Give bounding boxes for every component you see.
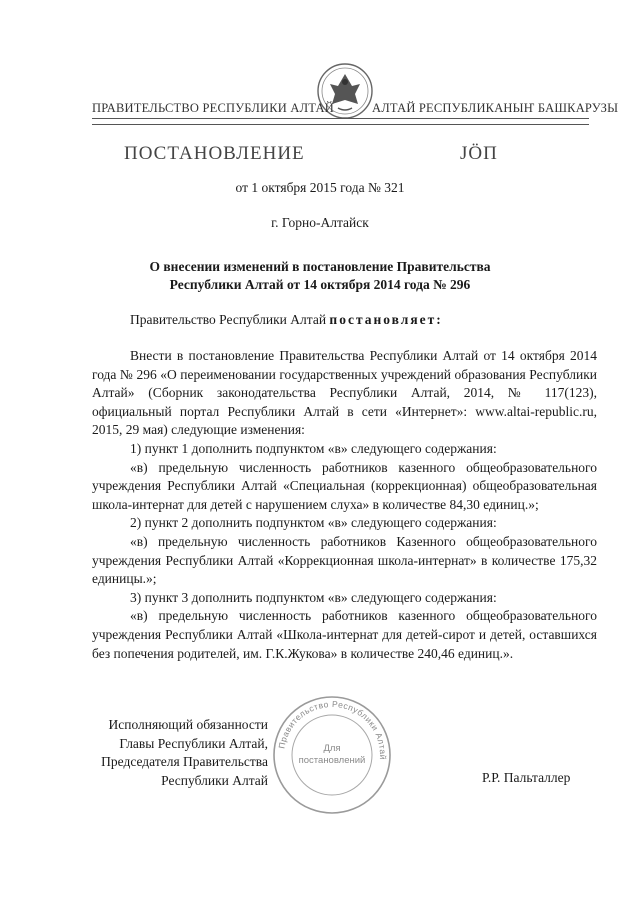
body-paragraph: 3) пункт 3 дополнить подпунктом «в» следующего содержания: bbox=[130, 589, 497, 605]
body-paragraph: Внести в постановление Правительства Республики Алтай от 14 октября 2014 года № 296 «О переименовании государственных учреждений образования Республики Алтай» (Сборник законодательства Республики Алтай, 2014, № 117(123), официальный портал Республики Алтай в сети «Интернет»: www.altai-republic.ru, 2015, 29 мая) следующие изменения: bbox=[92, 348, 597, 438]
signatory-title-line: Председателя Правительства bbox=[101, 754, 268, 770]
signatory-name: Р.Р. Пальталлер bbox=[482, 770, 571, 785]
document-body bbox=[92, 347, 597, 663]
header-divider bbox=[92, 124, 589, 125]
body-paragraph: «в) предельную численность работников Казенного общеобразовательного учреждения Республики Алтай «Коррекционная школа-интернат» в количестве 175,32 единицы.»; bbox=[92, 533, 597, 587]
header-divider bbox=[92, 118, 589, 119]
document-type-russian: ПОСТАНОВЛЕНИЕ bbox=[124, 143, 305, 164]
body-paragraph: «в) предельную численность работников казенного общеобразовательного учреждения Республики Алтай «Школа-интернат для детей-сирот и детей, оставшихся без попечения родителей, им. Г.К.Жукова» в количестве 240,46 единиц.». bbox=[92, 608, 597, 661]
signatory-title bbox=[88, 716, 268, 790]
resolution-lead bbox=[130, 312, 443, 328]
stamp-center-text: Для bbox=[323, 743, 341, 754]
org-name-russian: ПРАВИТЕЛЬСТВО РЕСПУБЛИКИ АЛТАЙ bbox=[92, 101, 334, 115]
document-title bbox=[0, 258, 640, 294]
signatory-title-line: Исполняющий обязанности bbox=[108, 717, 268, 732]
title-line: Республики Алтай от 14 октября 2014 года № 296 bbox=[169, 277, 471, 292]
org-name-altai: АЛТАЙ РЕСПУБЛИКАНЫҤ БАШКАРУЗЫ bbox=[372, 101, 619, 115]
title-line: О внесении изменений в постановление Правительства bbox=[149, 259, 491, 274]
lead-text: Правительство Республики Алтай bbox=[130, 312, 327, 327]
body-paragraph: «в) предельную численность работников казенного общеобразовательного учреждения Республики Алтай «Специальная (коррекционная) общеобразовательная школа-интернат для детей с нарушением слуха» в количестве 84,30 единиц.»; bbox=[92, 459, 597, 512]
official-stamp bbox=[270, 693, 394, 817]
document-city: г. Горно-Алтайск bbox=[271, 215, 369, 230]
signatory-title-line: Главы Республики Алтай, bbox=[119, 735, 268, 751]
stamp-ring-text: Правительство Республики Алтай bbox=[276, 698, 389, 761]
stamp-center-text: постановлений bbox=[298, 755, 366, 766]
document-type-altai: ЈӦП bbox=[460, 143, 498, 164]
lead-verb: постановляет: bbox=[329, 312, 443, 327]
body-paragraph: 2) пункт 2 дополнить подпунктом «в» следующего содержания: bbox=[130, 515, 497, 531]
document-date-number: от 1 октября 2015 года № 321 bbox=[235, 180, 405, 195]
body-paragraph: 1) пункт 1 дополнить подпунктом «в» следующего содержания: bbox=[130, 440, 497, 456]
signatory-title-line: Республики Алтай bbox=[161, 772, 268, 788]
